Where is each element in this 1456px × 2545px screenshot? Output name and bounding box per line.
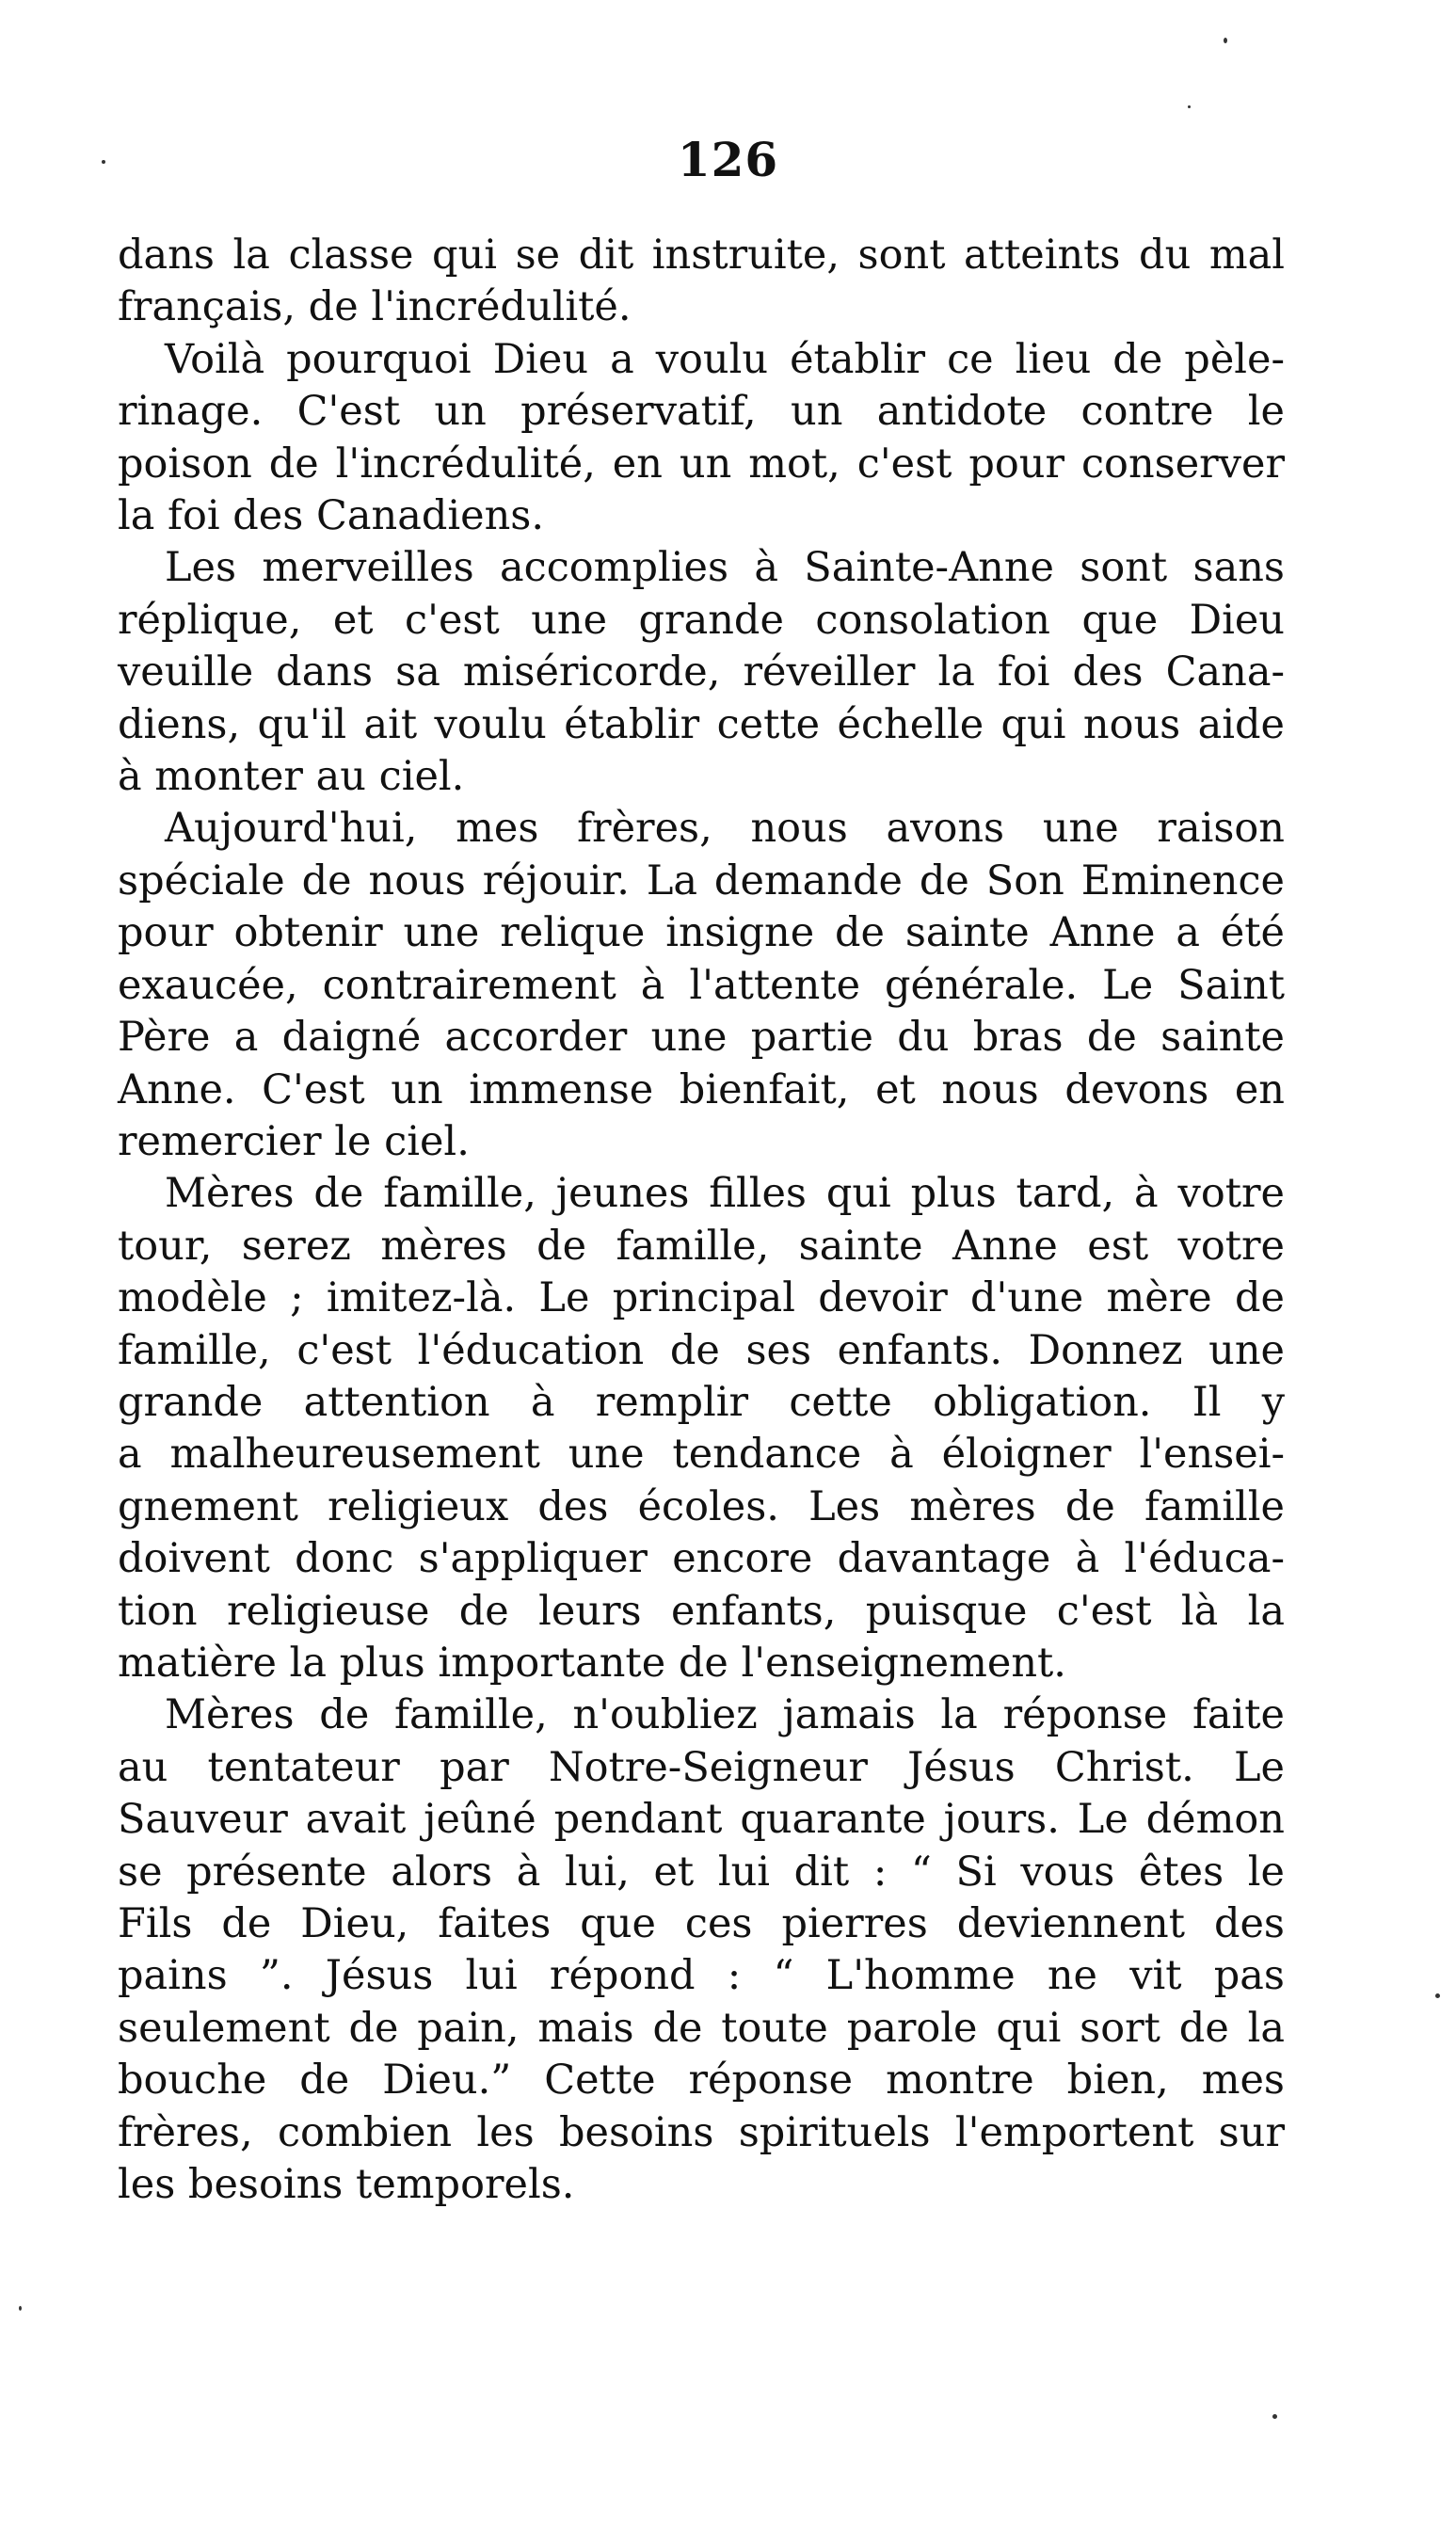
text-line: Anne. C'est un immense bienfait, et nous devons en <box>118 1065 1285 1113</box>
text-line: à monter au ciel. <box>118 753 465 801</box>
text-line: la foi des Canadiens. <box>118 492 545 540</box>
text-line: réplique, et c'est une grande consolation que Dieu <box>118 596 1285 644</box>
text-line: exaucée, contrairement à l'attente générale. Le Saint <box>118 961 1285 1009</box>
paragraph <box>118 1168 1285 1689</box>
text-line: tour, serez mères de famille, sainte Anne est votre <box>118 1222 1285 1270</box>
text-line: Mères de famille, jeunes filles qui plus tard, à votre <box>165 1170 1285 1218</box>
paragraph <box>118 803 1285 1168</box>
paragraph <box>118 1689 1285 2211</box>
text-line: Les merveilles accomplies à Sainte-Anne sont sans <box>165 544 1285 592</box>
text-line: Sauveur avait jeûné pendant quarante jours. Le démon <box>118 1796 1285 1844</box>
text-line: français, de l'incrédulité. <box>118 283 632 331</box>
scan-speck <box>102 160 105 164</box>
text-line: seulement de pain, mais de toute parole qui sort de la <box>118 2004 1285 2052</box>
text-line: Fils de Dieu, faites que ces pierres deviennent des <box>118 1900 1285 1947</box>
text-line: a malheureusement une tendance à éloigner l'ensei- <box>118 1431 1285 1479</box>
paragraph <box>118 542 1285 803</box>
text-line: doivent donc s'appliquer encore davantage à l'éduca- <box>118 1535 1285 1583</box>
scan-speck <box>1188 105 1191 108</box>
text-line: les besoins temporels. <box>118 2161 575 2209</box>
text-line: grande attention à remplir cette obligation. Il y <box>118 1378 1285 1426</box>
text-line: frères, combien les besoins spirituels l'emportent sur <box>118 2108 1285 2156</box>
text-line: Aujourd'hui, mes frères, nous avons une raison <box>165 805 1285 853</box>
scan-speck <box>1435 1993 1440 1998</box>
paragraph <box>118 334 1285 543</box>
text-line: matière la plus importante de l'enseignement. <box>118 1639 1066 1687</box>
text-line: tion religieuse de leurs enfants, puisque c'est là la <box>118 1587 1285 1635</box>
text-line: dans la classe qui se dit instruite, sont atteints du mal <box>118 232 1285 279</box>
text-line: Père a daigné accorder une partie du bras de sainte <box>118 1014 1285 1062</box>
scan-speck <box>19 2306 22 2311</box>
text-line: bouche de Dieu.” Cette réponse montre bien, mes <box>118 2057 1285 2105</box>
paragraph <box>118 230 1285 334</box>
text-line: remercier le ciel. <box>118 1117 470 1165</box>
scan-speck <box>1224 38 1227 43</box>
text-line: Voilà pourquoi Dieu a voulu établir ce lieu de pèle- <box>165 335 1285 383</box>
text-line: veuille dans sa miséricorde, réveiller la foi des Cana- <box>118 648 1285 696</box>
text-line: famille, c'est l'éducation de ses enfants. Donnez une <box>118 1326 1285 1374</box>
text-line: rinage. C'est un préservatif, un antidote contre le <box>118 388 1285 436</box>
body-text <box>118 230 1285 2211</box>
text-line: pour obtenir une relique insigne de sainte Anne a été <box>118 909 1285 957</box>
scan-speck <box>1272 2414 1277 2419</box>
text-line: modèle ; imitez-là. Le principal devoir d'une mère de <box>118 1274 1285 1322</box>
text-line: pains ”. Jésus lui répond : “ L'homme ne vit pas <box>118 1952 1285 2000</box>
page-number: 126 <box>677 132 779 187</box>
text-line: Mères de famille, n'oubliez jamais la réponse faite <box>165 1691 1285 1739</box>
text-line: diens, qu'il ait voulu établir cette échelle qui nous aide <box>118 700 1285 748</box>
text-line: spéciale de nous réjouir. La demande de Son Eminence <box>118 856 1285 904</box>
text-line: gnement religieux des écoles. Les mères de famille <box>118 1482 1285 1530</box>
text-line: se présente alors à lui, et lui dit : “ Si vous êtes le <box>118 1848 1285 1896</box>
text-line: poison de l'incrédulité, en un mot, c'est pour conserver <box>118 440 1285 488</box>
text-line: au tentateur par Notre-Seigneur Jésus Christ. Le <box>118 1743 1285 1791</box>
